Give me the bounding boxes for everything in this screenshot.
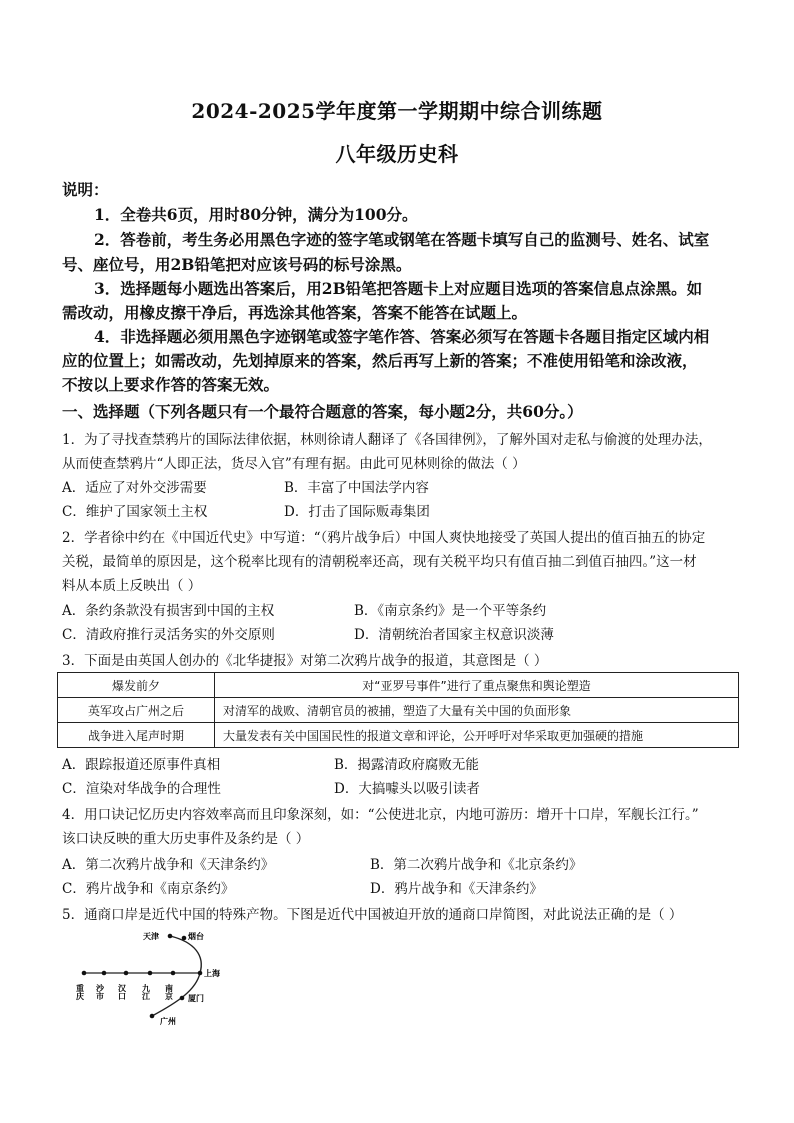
table-row bbox=[58, 698, 739, 723]
map-label-chongqing: 重庆 bbox=[75, 984, 85, 1000]
coastline-curve bbox=[152, 936, 201, 1016]
table-row bbox=[58, 723, 739, 748]
map-label-guangzhou: 广州 bbox=[160, 1017, 176, 1026]
table-cell-period: 战争进入尾声时期 bbox=[58, 723, 215, 748]
treaty-ports-map bbox=[70, 928, 245, 1028]
instruction-line: 3．选择题每小题选出答案后，用2B铅笔把答题卡上对应题目选项的答案信息点涂黑。如 bbox=[94, 279, 703, 298]
map-label-tianjin: 天津 bbox=[143, 932, 159, 941]
question-2-option-c: C．清政府推行灵活务实的外交原则 bbox=[62, 627, 275, 643]
question-1-text: 1．为了寻找查禁鸦片的国际法律依据，林则徐请人翻译了《各国律例》，了解外国对走私与偷渡的处理办法， bbox=[62, 432, 712, 448]
port-dot bbox=[168, 934, 173, 939]
question-4-option-d: D．鸦片战争和《天津条约》 bbox=[370, 881, 543, 897]
exam-title: 2024-2025学年度第一学期期中综合训练题 bbox=[191, 99, 603, 123]
question-2-option-d: D．清朝统治者国家主权意识淡薄 bbox=[354, 627, 554, 643]
question-2-text: 关税，最简单的原因是，这个税率比现有的清朝税率还高，现有关税平均只有值百抽二到值百抽四。”这一材 bbox=[62, 554, 697, 570]
port-dot bbox=[180, 996, 185, 1001]
port-dot bbox=[148, 971, 153, 976]
instruction-line: 需改动，用橡皮擦干净后，再选涂其他答案，答案不能答在试题上。 bbox=[62, 303, 528, 322]
port-dot bbox=[124, 971, 129, 976]
port-dot bbox=[150, 1014, 155, 1019]
instruction-line: 号、座位号，用2B铅笔把对应该号码的标号涂黑。 bbox=[62, 255, 412, 274]
question-3-option-a: A．跟踪报道还原事件真相 bbox=[62, 757, 221, 773]
question-3-option-d: D．大搞噱头以吸引读者 bbox=[334, 781, 480, 797]
map-label-yantai: 烟台 bbox=[188, 932, 204, 941]
table-cell-content: 对清军的战败、清朝官员的被捕，塑造了大量有关中国的负面形象 bbox=[215, 698, 739, 723]
table-cell-content: 对“亚罗号事件”进行了重点聚焦和舆论塑造 bbox=[215, 673, 739, 698]
instruction-line: 2．答卷前，考生务必用黑色字迹的签字笔或钢笔在答题卡填写自己的监测号、姓名、试室 bbox=[94, 230, 710, 249]
map-label-jiujiang: 九江 bbox=[141, 984, 151, 1000]
port-dot bbox=[182, 936, 187, 941]
table-row bbox=[58, 673, 739, 698]
instruction-line: 4．非选择题必须用黑色字迹钢笔或签字笔作答、答案必须写在答题卡各题目指定区域内相 bbox=[94, 327, 710, 346]
port-dot bbox=[171, 971, 176, 976]
question-5-text: 5．通商口岸是近代中国的特殊产物。下图是近代中国被迫开放的通商口岸简图，对此说法正确的是（ ） bbox=[62, 907, 683, 923]
table-cell-period: 爆发前夕 bbox=[58, 673, 215, 698]
port-dot bbox=[82, 971, 87, 976]
map-label-shanghai: 上海 bbox=[204, 969, 220, 978]
question-3-option-c: C．渲染对华战争的合理性 bbox=[62, 781, 221, 797]
section-heading: 一、选择题（下列各题只有一个最符合题意的答案，每小题2分，共60分。） bbox=[62, 402, 583, 421]
port-dot bbox=[198, 971, 203, 976]
instruction-line: 1．全卷共6页，用时80分钟，满分为100分。 bbox=[94, 205, 418, 224]
question-1-option-d: D．打击了国际贩毒集团 bbox=[284, 504, 430, 520]
question-2-text: 2．学者徐中约在《中国近代史》中写道：“（鸦片战争后）中国人爽快地接受了英国人提出的值百抽五的协定 bbox=[62, 530, 706, 546]
question-4-text: 该口诀反映的重大历史事件及条约是（ ） bbox=[62, 831, 310, 847]
question-2-option-b: B．《南京条约》是一个平等条约 bbox=[354, 603, 547, 619]
report-table bbox=[57, 672, 739, 748]
question-4-option-c: C．鸦片战争和《南京条约》 bbox=[62, 881, 235, 897]
instruction-line: 不按以上要求作答的答案无效。 bbox=[62, 375, 280, 394]
exam-subtitle: 八年级历史科 bbox=[335, 142, 459, 166]
question-2-option-a: A．条约条款没有损害到中国的主权 bbox=[62, 603, 275, 619]
question-1-option-b: B．丰富了中国法学内容 bbox=[284, 480, 429, 496]
question-4-text: 4．用口诀记忆历史内容效率高而且印象深刻，如：“公使进北京，内地可游历：增开十口岸，军舰长江行。” bbox=[62, 807, 699, 823]
map-label-shashi: 沙市 bbox=[95, 984, 105, 1000]
question-2-text: 料从本质上反映出（ ） bbox=[62, 578, 202, 594]
question-1-option-a: A．适应了对外交涉需要 bbox=[62, 480, 207, 496]
table-cell-period: 英军攻占广州之后 bbox=[58, 698, 215, 723]
question-1-option-c: C．维护了国家领土主权 bbox=[62, 504, 208, 520]
question-3-text: 3．下面是由英国人创办的《北华捷报》对第二次鸦片战争的报道，其意图是（ ） bbox=[62, 653, 548, 669]
instruction-line: 应的位置上；如需改动，先划掉原来的答案，然后再写上新的答案；不准使用铅笔和涂改液， bbox=[62, 351, 698, 370]
instructions-heading: 说明： bbox=[62, 180, 109, 199]
question-4-option-a: A．第二次鸦片战争和《天津条约》 bbox=[62, 857, 275, 873]
map-label-hankou: 汉口 bbox=[117, 984, 127, 1000]
map-label-xiamen: 厦门 bbox=[188, 994, 204, 1003]
table-cell-content: 大量发表有关中国国民性的报道文章和评论，公开呼吁对华采取更加强硬的措施 bbox=[215, 723, 739, 748]
map-label-nanjing: 南京 bbox=[164, 984, 174, 1000]
question-1-text: 从而使查禁鸦片“人即正法，货尽入官”有理有据。由此可见林则徐的做法（ ） bbox=[62, 456, 526, 472]
question-3-option-b: B．揭露清政府腐败无能 bbox=[334, 757, 479, 773]
question-4-option-b: B．第二次鸦片战争和《北京条约》 bbox=[370, 857, 583, 873]
port-dot bbox=[102, 971, 107, 976]
